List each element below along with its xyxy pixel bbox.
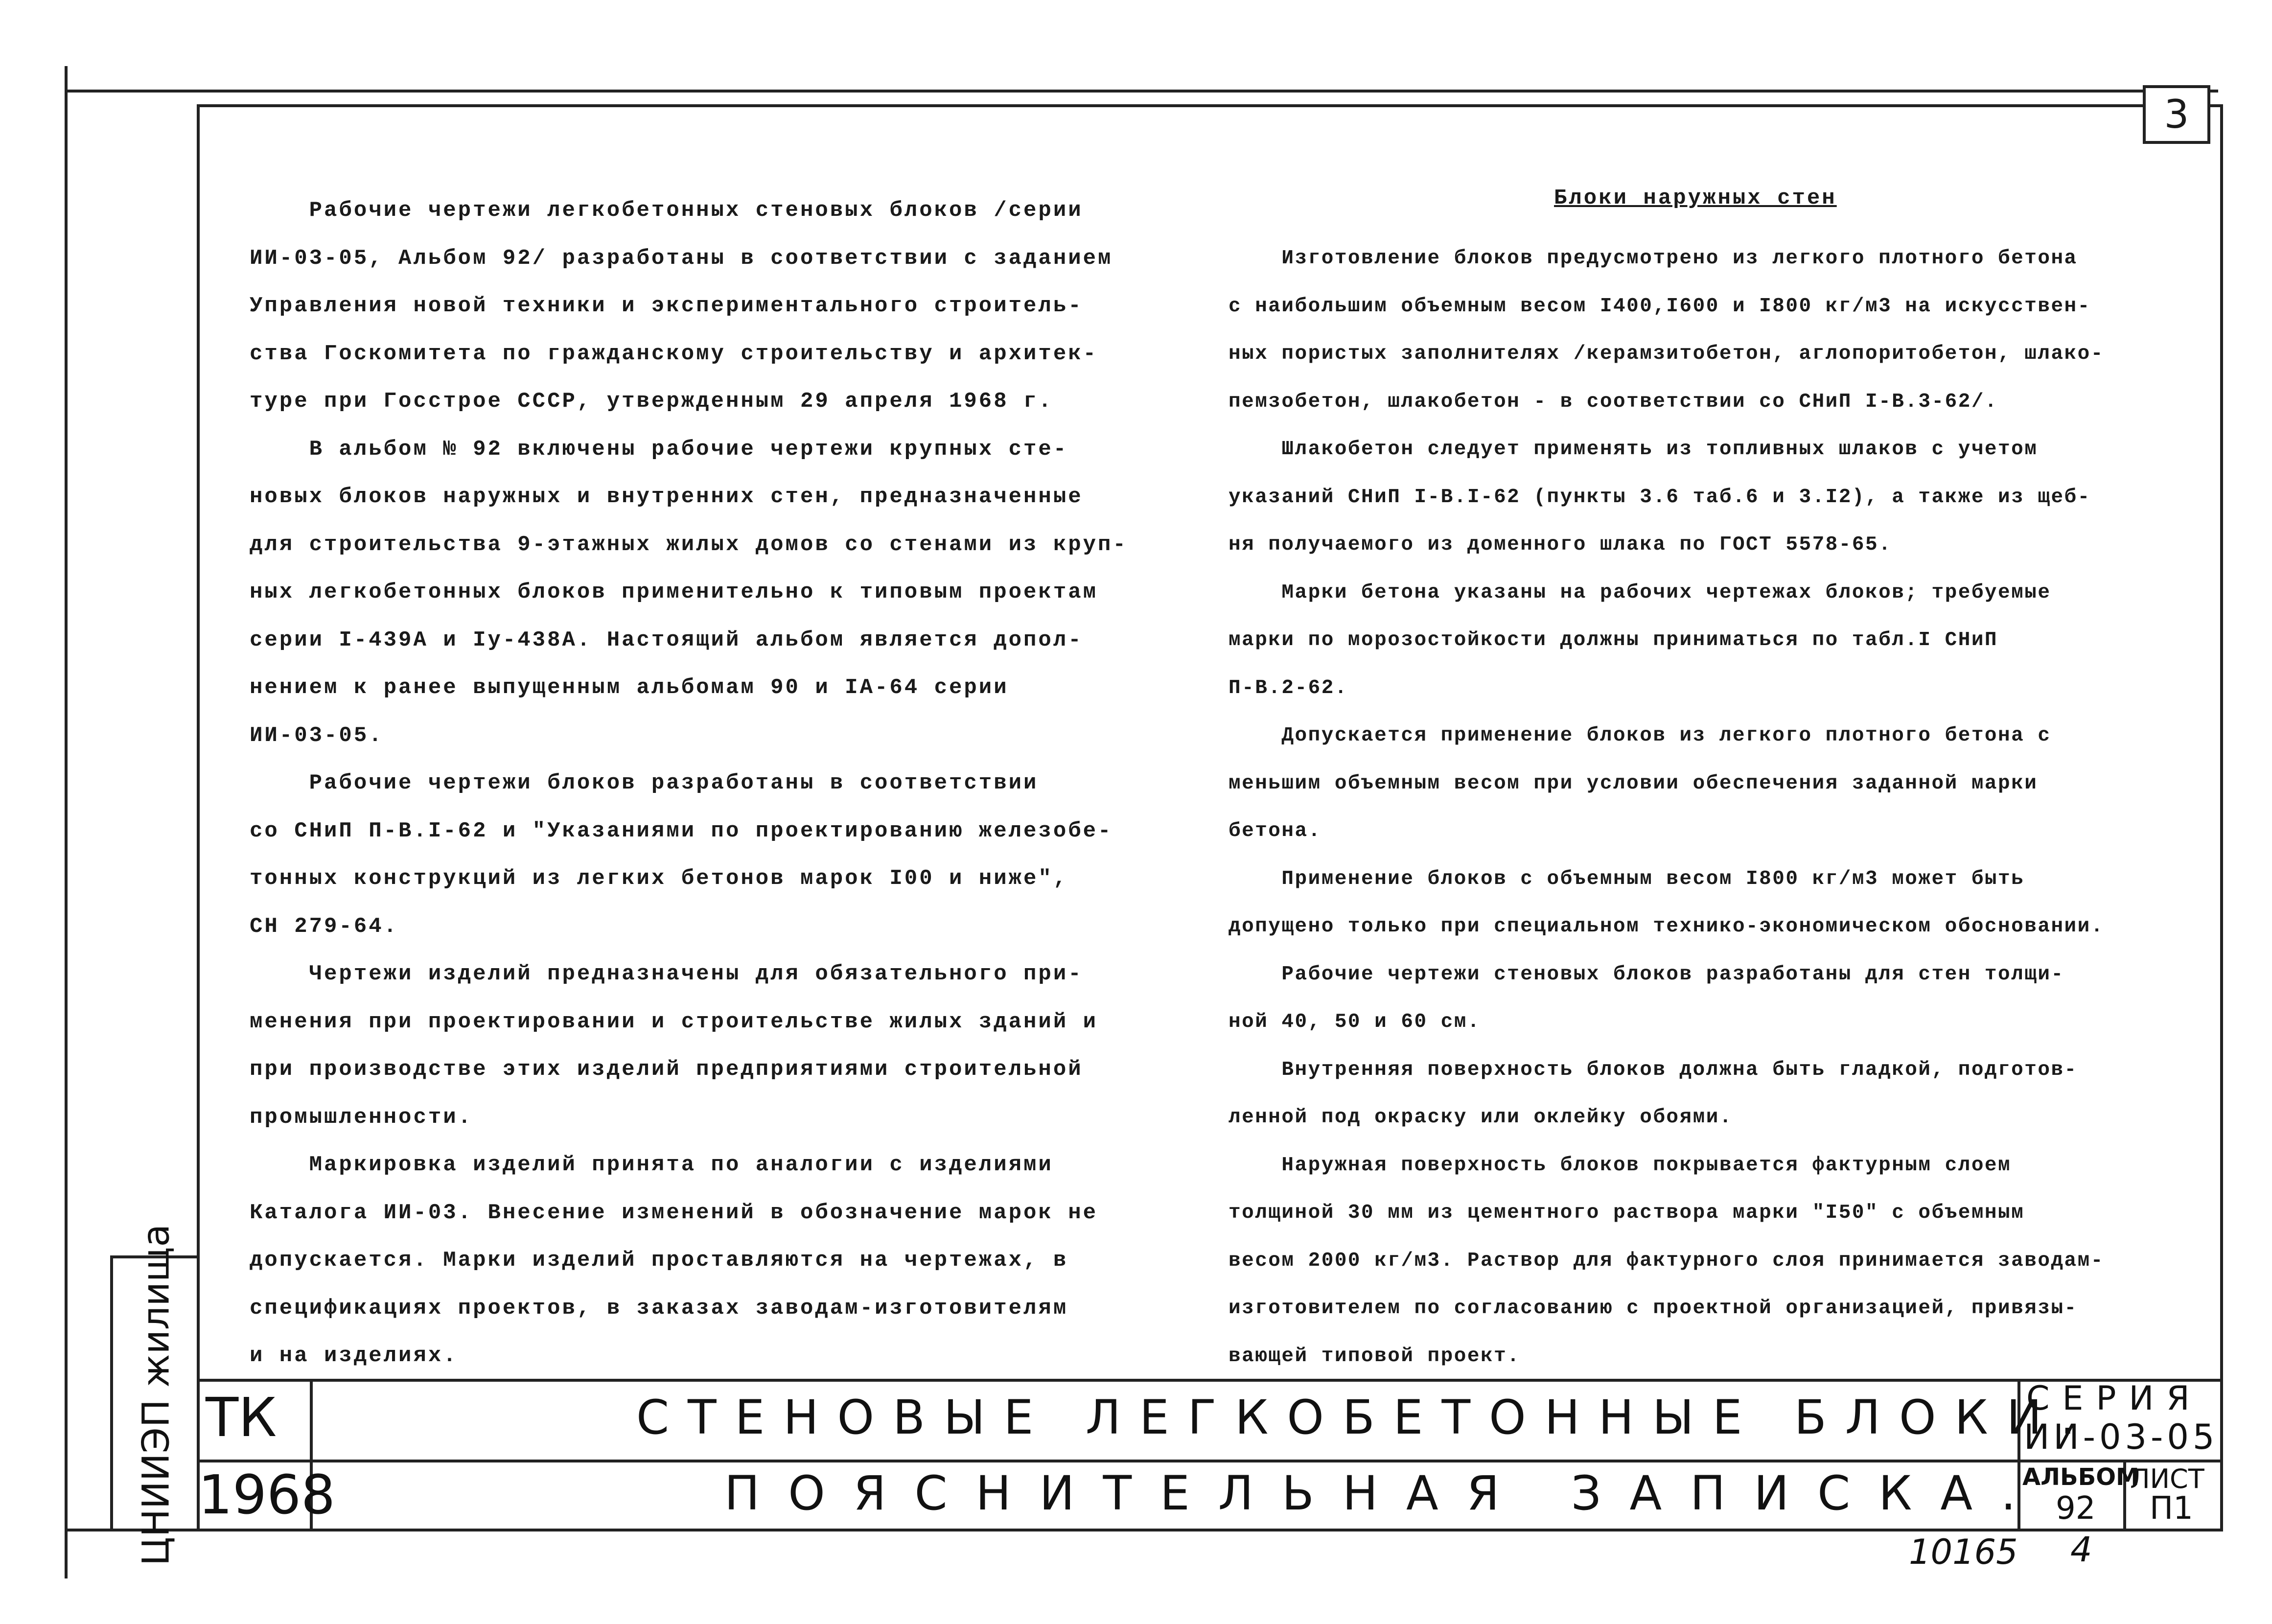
text-line: ИИ-03-05, Альбом 92/ разработаны в соответствии с заданием <box>250 246 1113 271</box>
text-line: серии I-439А и Iу-438А. Настоящий альбом является допол- <box>250 627 1083 652</box>
text-line: туре при Госстрое СССР, утвержденным 29 апреля 1968 г. <box>250 389 1053 414</box>
text-line: ня получаемого из доменного шлака по ГОСТ 5578-65. <box>1229 534 1892 556</box>
text-line: марки по морозостойкости должны приниматься по табл.I СНиП <box>1229 629 1998 651</box>
text-line: Внутренняя поверхность блоков должна быть гладкой, подготов- <box>1229 1058 2078 1081</box>
document-title: СТЕНОВЫЕ ЛЕГКОБЕТОННЫЕ БЛОКИ. <box>636 1390 2094 1445</box>
text-line: тонных конструкций из легких бетонов марок I00 и ниже", <box>250 866 1068 891</box>
text-line: ной 40, 50 и 60 см. <box>1229 1011 1481 1033</box>
text-line: ленной под окраску или оклейку обоями. <box>1229 1106 1733 1129</box>
sheet-value: П1 <box>2150 1490 2193 1527</box>
text-line: Чертежи изделий предназначены для обязательного при- <box>250 962 1083 986</box>
stamp-top-line <box>197 1379 2223 1382</box>
text-line: менения при проектировании и строительстве жилых зданий и <box>250 1009 1098 1034</box>
text-line: Каталога ИИ-03. Внесение изменений в обозначение марок не <box>250 1200 1098 1225</box>
right-heading: Блоки наружных стен <box>1554 186 1837 210</box>
page-number-box <box>2143 85 2210 144</box>
text-line: пемзобетон, шлакобетон - в соответствии со СНиП I-В.3-62/. <box>1229 390 1998 413</box>
text-line: спецификациях проектов, в заказах заводам-изготовителям <box>250 1296 1068 1321</box>
org-name: ЦНИИЭП жилища <box>134 1224 178 1566</box>
text-line: вающей типовой проект. <box>1229 1345 1521 1368</box>
text-line: бетона. <box>1229 820 1321 842</box>
text-line: промышленности. <box>250 1105 473 1130</box>
text-line: Рабочие чертежи блоков разработаны в соответствии <box>250 771 1039 795</box>
document-subtitle: ПОЯСНИТЕЛЬНАЯ ЗАПИСКА. <box>724 1466 2044 1521</box>
text-line: Изготовление блоков предусмотрено из легкого плотного бетона <box>1229 247 2078 270</box>
org-box-left <box>110 1255 113 1531</box>
code: ТК <box>206 1386 277 1449</box>
text-line: Рабочие чертежи стеновых блоков разработаны для стен толщи- <box>1229 963 2064 986</box>
text-line: новых блоков наружных и внутренних стен, предназначенные <box>250 485 1083 509</box>
text-line: СН 279-64. <box>250 914 399 939</box>
text-line: для строительства 9-этажных жилых домов со стенами из круп- <box>250 532 1128 557</box>
text-line: весом 2000 кг/м3. Раствор для фактурного слоя принимается заводам- <box>1229 1249 2104 1272</box>
text-line: изготовителем по согласованию с проектной организацией, привязы- <box>1229 1297 2078 1320</box>
text-line: Рабочие чертежи легкобетонных стеновых блоков /серии <box>250 198 1083 223</box>
text-line: Маркировка изделий принята по аналогии с изделиями <box>250 1153 1053 1177</box>
text-line: допущено только при специальном технико-экономическом обосновании. <box>1229 915 2104 938</box>
text-line: при производстве этих изделий предприятиями строительной <box>250 1057 1083 1082</box>
text-line: ных легкобетонных блоков применительно к типовым проектам <box>250 580 1098 604</box>
text-line: В альбом № 92 включены рабочие чертежи крупных сте- <box>250 437 1068 462</box>
page-number: 3 <box>2164 92 2189 137</box>
text-line: ства Госкомитета по гражданскому строительству и архитек- <box>250 341 1098 366</box>
text-line: указаний СНиП I-В.I-62 (пункты 3.6 таб.6 и 3.I2), а также из щеб- <box>1229 486 2091 509</box>
series-value: ИИ-03-05 <box>2024 1417 2219 1457</box>
text-line: ных пористых заполнителях /керамзитобетон, аглопоритобетон, шлако- <box>1229 343 2104 365</box>
text-line: с наибольшим объемным весом I400,I600 и I800 кг/м3 на искусствен- <box>1229 295 2091 318</box>
bottom-line <box>65 1529 2223 1531</box>
sheet-label: ЛИСТ <box>2130 1463 2204 1494</box>
year: 1968 <box>198 1463 335 1526</box>
right-text-column <box>1229 235 2104 1380</box>
text-line: П-В.2-62. <box>1229 676 1348 699</box>
series-label: СЕРИЯ <box>2026 1379 2202 1418</box>
copy-number: 4 <box>2070 1530 2092 1570</box>
text-line: Шлакобетон следует применять из топливных шлаков с учетом <box>1229 438 2038 461</box>
text-line: толщиной 30 мм из цементного раствора марки "I50" с объемным <box>1229 1202 2025 1224</box>
text-line: Применение блоков с объемным весом I800 кг/м3 может быть <box>1229 867 2025 890</box>
text-line: и на изделиях. <box>250 1344 458 1368</box>
stamp-mid-line <box>197 1460 2223 1462</box>
text-line: Наружная поверхность блоков покрывается фактурным слоем <box>1229 1154 2012 1177</box>
album-value: 92 <box>2056 1490 2096 1527</box>
outer-top-line <box>65 90 2218 93</box>
inventory-number: 10165 <box>1909 1532 2018 1572</box>
text-line: допускается. Марки изделий проставляются на чертежах, в <box>250 1248 1068 1273</box>
text-line: нением к ранее выпущенным альбомам 90 и IA-64 серии <box>250 675 1009 700</box>
text-line: Марки бетона указаны на рабочих чертежах блоков; требуемые <box>1229 581 2051 604</box>
left-text-column <box>250 187 1128 1380</box>
text-line: меньшим объемным весом при условии обеспечения заданной марки <box>1229 772 2038 795</box>
text-line: ИИ-03-05. <box>250 723 384 748</box>
text-line: Управления новой техники и экспериментального строитель- <box>250 294 1083 318</box>
text-line: Допускается применение блоков из легкого плотного бетона с <box>1229 724 2051 747</box>
text-line: со СНиП П-В.I-62 и "Указаниями по проектированию железобе- <box>250 818 1113 843</box>
album-label: АЛЬБОМ <box>2022 1463 2139 1491</box>
outer-left-line <box>65 66 68 1578</box>
